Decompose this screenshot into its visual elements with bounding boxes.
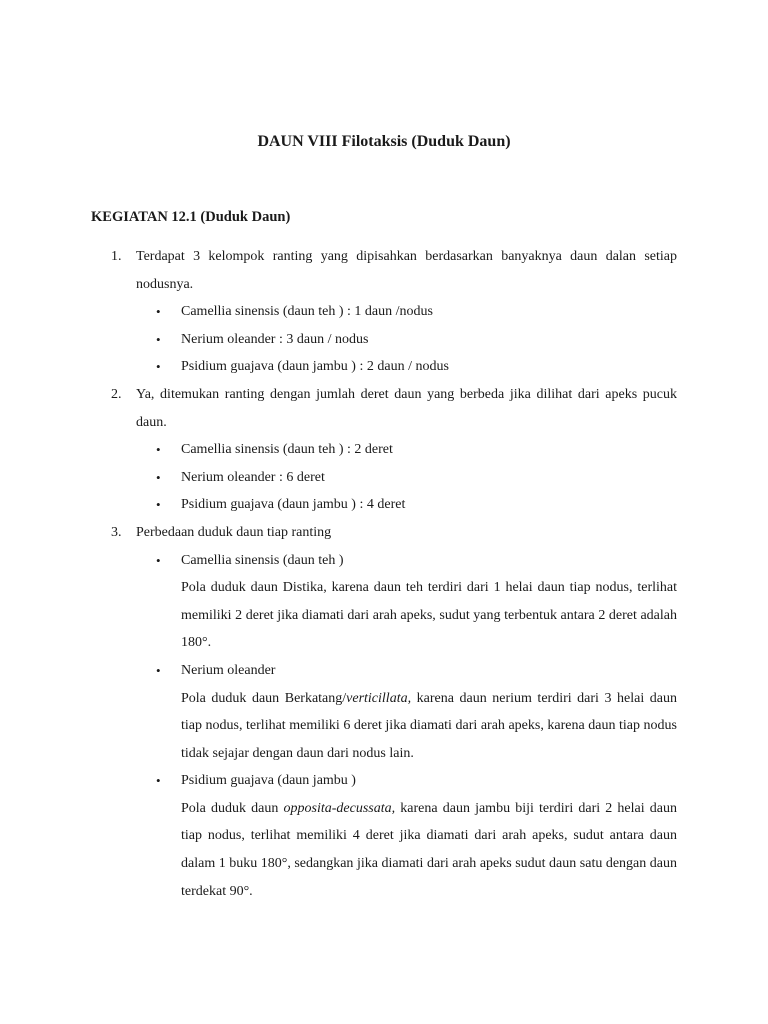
description-text: karena daun jambu biji terdiri dari 2 helai daun tiap nodus, terlihat memiliki 4 deret jika diamati dari arah apeks, sudut antara daun dalam 1 buku 180°, sedangkan jika diamati dari arah apeks sudut daun satu dengan daun terdekat 90°. <box>181 800 677 899</box>
description-text: Pola duduk daun Distika, karena daun teh terdiri dari 1 helai daun tiap nodus, terlihat memiliki 2 deret jika diamati dari arah apeks, sudut yang terbentuk antara 2 deret adalah 180°. <box>181 580 677 651</box>
description-text: Pola duduk daun Berkatang/ <box>181 690 347 706</box>
description-text: karena daun nerium terdiri dari 3 helai daun tiap nodus, terlihat memiliki 6 deret jika diamati dari arah apeks, karena daun tiap nodus tidak sejajar dengan daun dari nodus lain. <box>181 690 677 761</box>
bullet-list <box>136 547 677 906</box>
bullet-list <box>136 298 677 381</box>
bullet-icon: • <box>156 331 161 347</box>
bullet-icon: • <box>156 469 161 485</box>
bullet-icon: • <box>156 304 161 320</box>
bullet-text: Psidium guajava (daun jambu ) : 4 deret <box>181 497 406 513</box>
bullet-text: Nerium oleander : 6 deret <box>181 469 325 485</box>
item-text: Perbedaan duduk daun tiap ranting <box>136 524 332 540</box>
list-item <box>136 657 677 767</box>
bullet-icon: • <box>156 442 161 458</box>
bullet-list <box>136 436 677 519</box>
list-item <box>136 353 677 381</box>
bullet-description <box>181 795 677 905</box>
bullet-icon: • <box>156 359 161 375</box>
bullet-description <box>181 685 677 768</box>
bullet-label: Camellia sinensis (daun teh ) <box>181 552 344 568</box>
numbered-item-3 <box>111 519 677 905</box>
bullet-text: Nerium oleander : 3 daun / nodus <box>181 331 369 347</box>
list-item <box>136 436 677 464</box>
numbered-item-2 <box>111 381 677 519</box>
bullet-label: Psidium guajava (daun jambu ) <box>181 773 356 789</box>
numbered-item-1 <box>111 243 677 381</box>
list-item <box>136 547 677 657</box>
bullet-text: Camellia sinensis (daun teh ) : 2 deret <box>181 442 393 458</box>
bullet-text: Camellia sinensis (daun teh ) : 1 daun /nodus <box>181 304 433 320</box>
bullet-icon: • <box>156 497 161 513</box>
item-number: 2. <box>111 386 122 402</box>
list-item <box>136 298 677 326</box>
item-text: Terdapat 3 kelompok ranting yang dipisahkan berdasarkan banyaknya daun dalan setiap nodusnya. <box>136 249 677 292</box>
description-text: Pola duduk daun <box>181 800 284 816</box>
item-text: Ya, ditemukan ranting dengan jumlah deret daun yang berbeda jika dilihat dari apeks pucuk daun. <box>136 386 677 430</box>
bullet-icon: • <box>156 662 161 678</box>
bullet-description <box>181 574 677 657</box>
item-number: 3. <box>111 524 122 540</box>
bullet-icon: • <box>156 552 161 568</box>
description-italic-term: verticillata, <box>346 690 412 706</box>
list-item <box>136 767 677 905</box>
document-body <box>111 243 677 905</box>
description-italic-term: opposita-decussata, <box>283 800 396 816</box>
section-heading: KEGIATAN 12.1 (Duduk Daun) <box>91 209 291 225</box>
bullet-text: Psidium guajava (daun jambu ) : 2 daun / nodus <box>181 359 449 375</box>
bullet-label: Nerium oleander <box>181 662 276 678</box>
bullet-icon: • <box>156 773 161 789</box>
list-item <box>136 326 677 354</box>
item-number: 1. <box>111 249 122 264</box>
list-item <box>136 464 677 492</box>
page-title: DAUN VIII Filotaksis (Duduk Daun) <box>257 133 511 150</box>
list-item <box>136 491 677 519</box>
